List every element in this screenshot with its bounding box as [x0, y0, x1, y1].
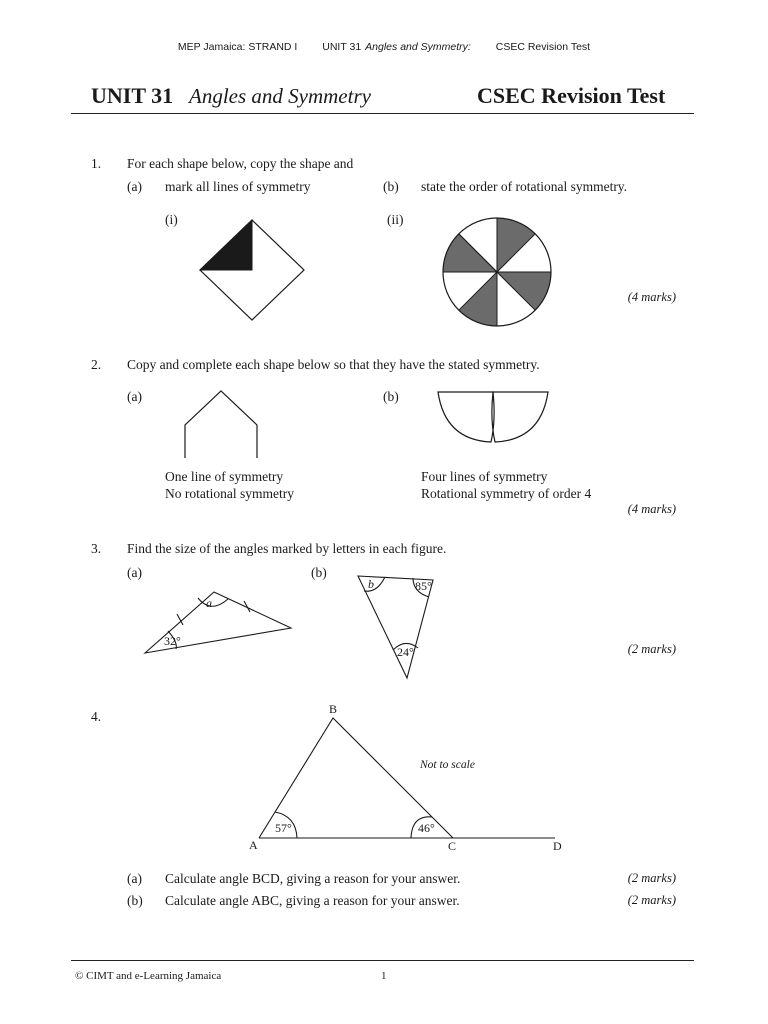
q1-a-text: mark all lines of symmetry — [165, 179, 311, 194]
angle-57-label: 57° — [275, 821, 292, 835]
q4-a-marks: (2 marks) — [627, 871, 676, 885]
footer-rule — [71, 960, 694, 961]
page-number: 1 — [381, 970, 387, 982]
q2-marks: (4 marks) — [627, 502, 676, 516]
not-to-scale-note: Not to scale — [420, 759, 475, 771]
q2-b-line1: Four lines of symmetry — [421, 469, 548, 484]
unit-topic-title: Angles and Symmetry — [189, 84, 371, 108]
q2-a-line1: One line of symmetry — [165, 469, 284, 484]
angle-85-label: 85° — [415, 579, 432, 593]
q1-b-text: state the order of rotational symmetry. — [421, 179, 628, 194]
q1-text: For each shape below, copy the shape and — [127, 156, 354, 171]
angle-32-label: 32° — [164, 634, 181, 648]
q4-number: 4. — [91, 709, 102, 724]
angle-b-label: b — [368, 577, 374, 591]
q3-a-label: (a) — [127, 565, 142, 580]
q2-b-line2: Rotational symmetry of order 4 — [421, 486, 592, 501]
header-unit: UNIT 31 — [322, 41, 362, 53]
test-title: CSEC Revision Test — [477, 83, 666, 108]
q4-b-text: Calculate angle ABC, giving a reason for your answer. — [165, 893, 460, 908]
q4-a-text: Calculate angle BCD, giving a reason for your answer. — [165, 871, 461, 886]
q3-b-label: (b) — [311, 565, 327, 580]
q1-i-label: (i) — [165, 212, 178, 227]
vertex-a-label: A — [249, 838, 258, 852]
header-strand: MEP Jamaica: STRAND I — [177, 41, 298, 53]
header-test-name: CSEC Revision Test — [495, 41, 591, 53]
q3-text: Find the size of the angles marked by letters in each figure. — [127, 541, 447, 556]
q4-b-label: (b) — [127, 893, 143, 908]
q1-ii-label: (ii) — [387, 212, 404, 227]
vertex-b-label: B — [329, 702, 338, 716]
unit-title: UNIT 31 — [91, 83, 174, 108]
triangle-abc — [259, 718, 555, 838]
q4-a-label: (a) — [127, 871, 142, 886]
header-unit-topic: Angles and Symmetry: — [365, 41, 471, 53]
angle-a-label: a — [206, 596, 212, 610]
q1-number: 1. — [91, 156, 102, 171]
vertex-c-label: C — [448, 839, 457, 853]
footer-copyright: © CIMT and e-Learning Jamaica — [75, 970, 222, 982]
q2-a-label: (a) — [127, 389, 142, 404]
q3-number: 3. — [91, 541, 102, 556]
q2-text: Copy and complete each shape below so that they have the stated symmetry. — [127, 357, 540, 372]
q3-marks: (2 marks) — [627, 642, 676, 656]
q2-a-line2: No rotational symmetry — [165, 486, 294, 501]
q2-number: 2. — [91, 357, 102, 372]
q1-b-label: (b) — [383, 179, 399, 194]
angle-46-label: 46° — [418, 821, 435, 835]
angle-24-label: 24° — [397, 645, 414, 659]
q2-b-label: (b) — [383, 389, 399, 404]
q4-b-marks: (2 marks) — [627, 893, 676, 907]
q1-marks: (4 marks) — [627, 290, 676, 304]
vertex-d-label: D — [553, 839, 562, 853]
q1-a-label: (a) — [127, 179, 142, 194]
